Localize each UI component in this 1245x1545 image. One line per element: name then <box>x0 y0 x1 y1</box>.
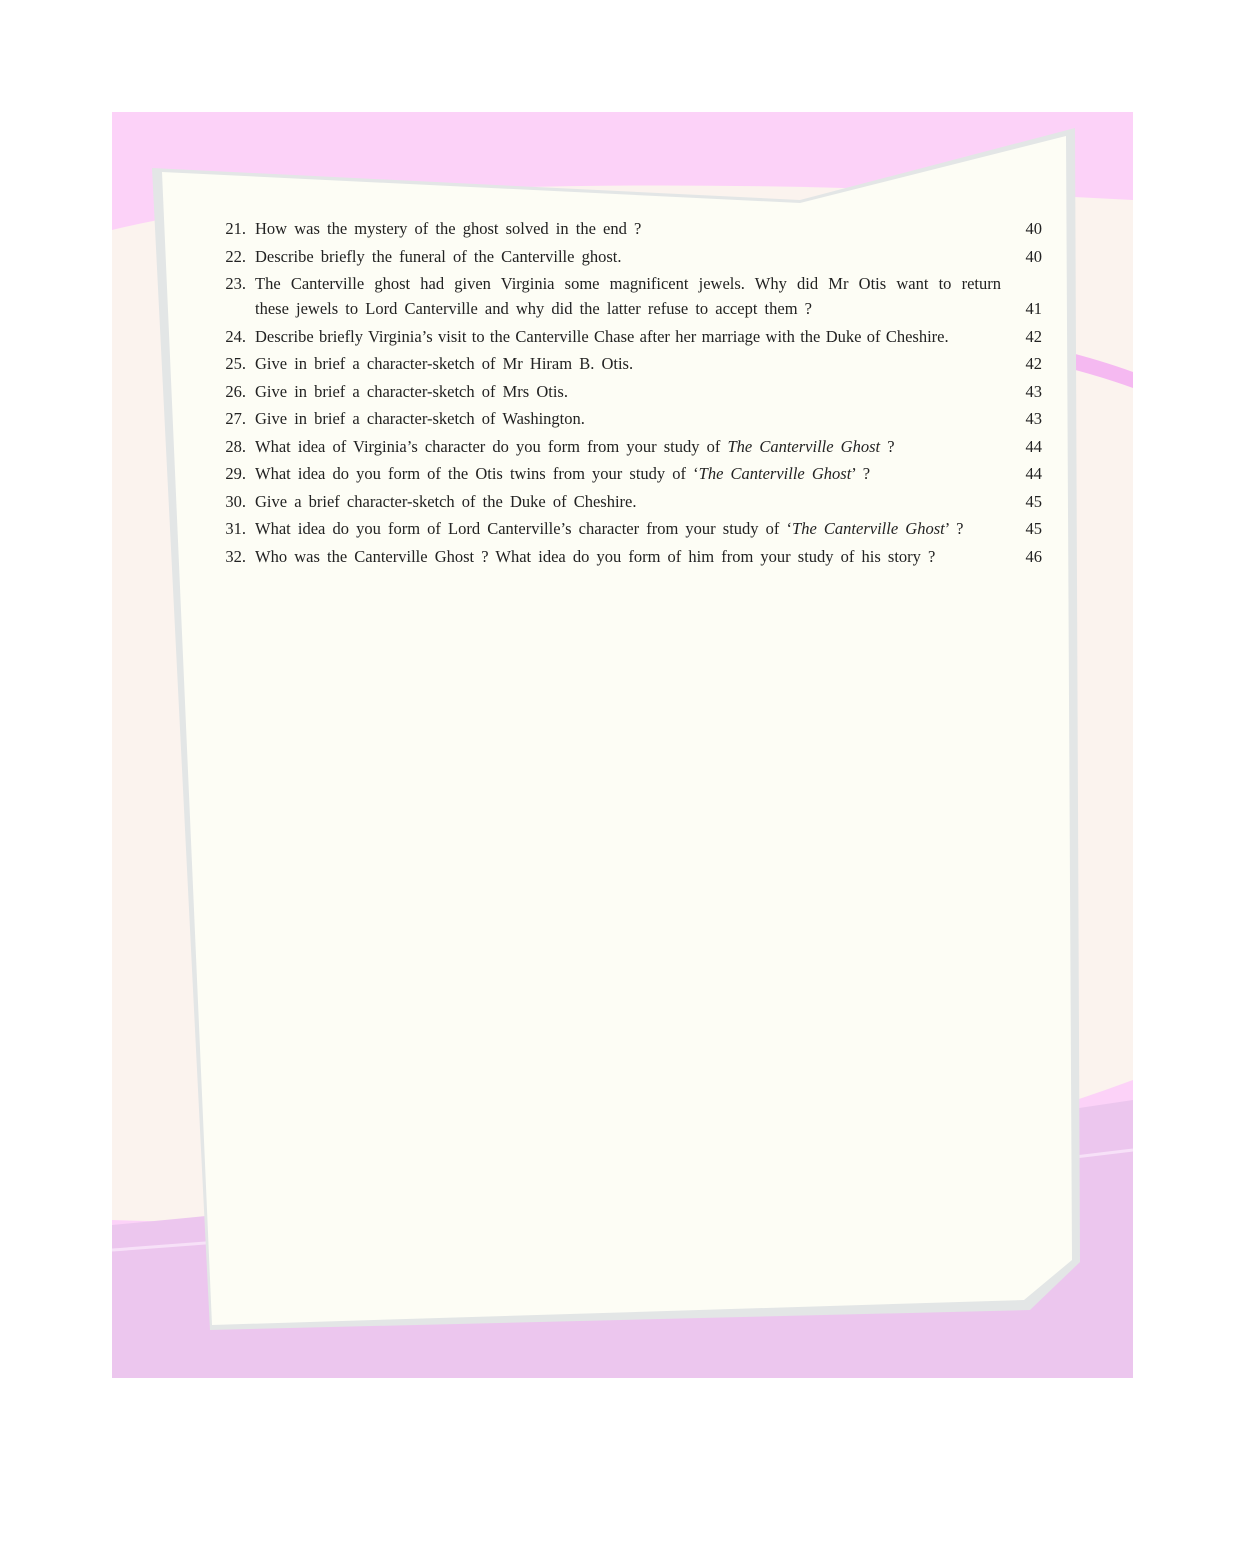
toc-item <box>212 244 1048 269</box>
toc-item <box>212 216 1048 241</box>
book-title: The Canterville Ghost <box>792 519 945 538</box>
item-question <box>255 271 1001 321</box>
item-question: Give a brief character-sketch of the Duke of Cheshire. <box>255 491 637 511</box>
item-question: What idea do you form of the Otis twins from your study of ‘The Canterville Ghost’ ? <box>255 464 871 483</box>
item-number: 27. <box>225 409 246 428</box>
toc-item <box>212 271 1048 321</box>
item-question: Describe briefly Virginia’s visit to the Canterville Chase after her marriage with the Duke of Cheshire. <box>255 326 949 346</box>
book-title: The Canterville Ghost <box>727 436 881 456</box>
item-number: 29. <box>225 464 246 483</box>
toc-item <box>212 489 1048 514</box>
item-number: 26. <box>225 381 246 401</box>
item-question: Give in brief a character-sketch of Washington. <box>255 409 585 428</box>
item-page-number: 42 <box>1025 354 1042 373</box>
item-page-number: 46 <box>1025 546 1042 566</box>
book-title: The Canterville Ghost <box>698 464 852 483</box>
toc-item <box>212 324 1048 349</box>
item-page-number: 40 <box>1025 219 1042 238</box>
toc-item <box>212 434 1048 459</box>
item-number: 30. <box>225 491 246 511</box>
item-number: 21. <box>225 219 246 238</box>
item-number: 24. <box>225 326 246 346</box>
toc-item <box>212 351 1048 376</box>
item-number: 25. <box>225 354 246 373</box>
item-question-line-1: The Canterville ghost had given Virginia some magnificent jewels. Why did Mr Otis want to return <box>255 274 1001 293</box>
item-page-number: 45 <box>1025 491 1042 511</box>
item-page-number: 42 <box>1025 326 1042 346</box>
item-question: What idea of Virginia’s character do you form from your study of The Canterville Ghost ? <box>255 436 895 456</box>
item-question: How was the mystery of the ghost solved in the end ? <box>255 219 642 238</box>
toc-item <box>212 516 1048 541</box>
item-number: 23. <box>225 274 246 293</box>
item-page-number: 40 <box>1025 246 1042 266</box>
toc-list <box>212 216 1048 571</box>
toc-item <box>212 544 1048 569</box>
toc-item <box>212 406 1048 431</box>
item-question: Who was the Canterville Ghost ? What idea do you form of him from your study of his story ? <box>255 546 936 566</box>
item-page-number: 44 <box>1025 464 1042 483</box>
item-number: 32. <box>225 546 246 566</box>
item-question: What idea do you form of Lord Canterville’s character from your study of ‘The Canterville Ghost’ ? <box>255 519 964 538</box>
item-number: 31. <box>225 519 246 538</box>
item-page-number: 45 <box>1025 519 1042 538</box>
item-question: Give in brief a character-sketch of Mrs Otis. <box>255 381 568 401</box>
item-question: Describe briefly the funeral of the Canterville ghost. <box>255 246 622 266</box>
toc-item <box>212 461 1048 486</box>
item-page-number: 43 <box>1025 381 1042 401</box>
item-question-line-2: these jewels to Lord Canterville and why did the latter refuse to accept them ? <box>255 299 812 318</box>
item-page-number: 43 <box>1025 409 1042 428</box>
item-page-number: 41 <box>1025 299 1042 318</box>
item-page-number: 44 <box>1025 436 1042 456</box>
item-number: 28. <box>225 436 246 456</box>
item-number: 22. <box>225 246 246 266</box>
item-question: Give in brief a character-sketch of Mr Hiram B. Otis. <box>255 354 634 373</box>
toc-item <box>212 379 1048 404</box>
